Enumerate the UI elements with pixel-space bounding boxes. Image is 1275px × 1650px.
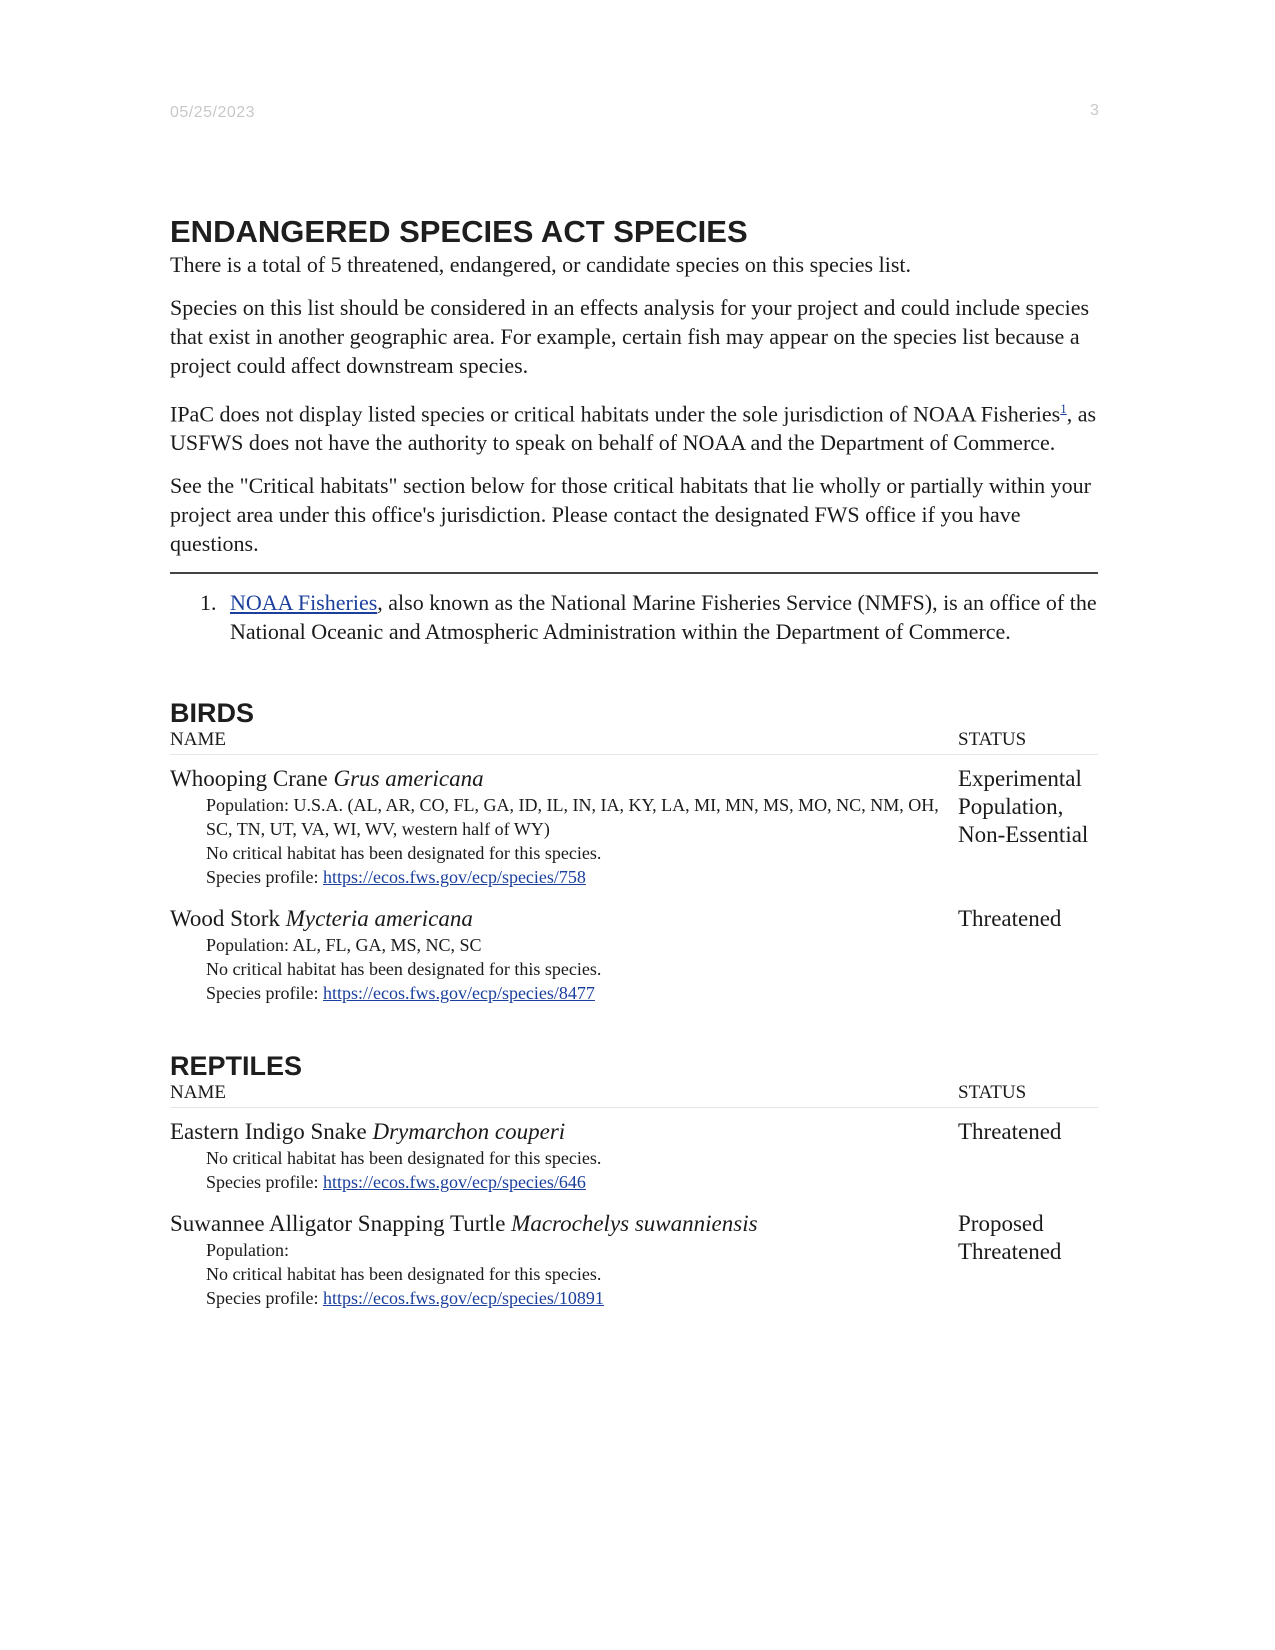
profile-label: Species profile: xyxy=(206,1288,323,1309)
species-status: Experimental Population, Non-Essential xyxy=(958,766,1089,848)
species-count-text: There is a total of 5 threatened, endangered, or candidate species on this species list. xyxy=(170,252,912,277)
birds-section xyxy=(170,698,1098,1005)
habitat-text: No critical habitat has been designated for this species. xyxy=(206,843,602,864)
page-title: ENDANGERED SPECIES ACT SPECIES xyxy=(170,214,748,249)
reptiles-column-header xyxy=(170,1081,1098,1108)
species-entry xyxy=(170,1118,1098,1194)
footnote-reference-1[interactable]: 1 xyxy=(1060,401,1067,416)
footnote-1 xyxy=(170,588,1098,646)
population-text: Population: xyxy=(206,1240,290,1261)
ipac-text-after: , as USFWS does not have the authority to speak on behalf of NOAA and the Department of Commerce. xyxy=(170,401,1097,456)
profile-label: Species profile: xyxy=(206,983,323,1004)
profile-label: Species profile: xyxy=(206,867,323,888)
effects-analysis-text: Species on this list should be considered in an effects analysis for your project and could include species that exist in another geographic area. For example, certain fish may appear on the species list because a project could affect downstream species. xyxy=(170,295,1090,378)
document-content xyxy=(170,214,1098,1326)
scientific-name: Mycteria americana xyxy=(285,906,473,932)
status-column-label: STATUS xyxy=(958,1082,1027,1104)
birds-heading: BIRDS xyxy=(170,698,255,729)
noaa-fisheries-link[interactable]: NOAA Fisheries xyxy=(230,590,378,616)
footnote-divider xyxy=(170,572,1098,574)
species-profile-link[interactable]: https://ecos.fws.gov/ecp/species/758 xyxy=(322,867,586,888)
species-entry xyxy=(170,765,1098,889)
reptiles-section xyxy=(170,1051,1098,1310)
ipac-text-before: IPaC does not display listed species or critical habitats under the sole jurisdiction of NOAA Fisheries xyxy=(170,401,1061,427)
species-profile-link[interactable]: https://ecos.fws.gov/ecp/species/646 xyxy=(322,1172,586,1193)
species-profile-link[interactable]: https://ecos.fws.gov/ecp/species/8477 xyxy=(322,983,595,1004)
name-column-label: NAME xyxy=(170,1082,226,1104)
critical-habitats-text: See the "Critical habitats" section below for those critical habitats that lie wholly or partially within your project area under this office's jurisdiction. Please contact the designated FWS office if you have questions. xyxy=(170,473,1091,557)
species-name xyxy=(170,1210,940,1238)
name-column-label: NAME xyxy=(170,729,226,751)
habitat-text: No critical habitat has been designated for this species. xyxy=(206,1264,602,1285)
population-text: Population: AL, FL, GA, MS, NC, SC xyxy=(206,935,482,956)
status-column-label: STATUS xyxy=(958,729,1027,751)
birds-column-header xyxy=(170,728,1098,755)
species-name xyxy=(170,1118,940,1146)
species-profile xyxy=(170,865,940,889)
species-profile xyxy=(170,1286,940,1310)
common-name: Suwannee Alligator Snapping Turtle xyxy=(170,1211,506,1237)
species-profile xyxy=(170,981,940,1005)
habitat-text: No critical habitat has been designated for this species. xyxy=(206,1148,602,1169)
common-name: Wood Stork xyxy=(170,906,280,932)
species-name xyxy=(170,765,940,793)
species-entry xyxy=(170,1210,1098,1310)
footnote-text: , also known as the National Marine Fisheries Service (NMFS), is an office of the National Oceanic and Atmospheric Administration within the Department of Commerce. xyxy=(230,590,1097,645)
page-date: 05/25/2023 xyxy=(170,104,256,121)
page-number: 3 xyxy=(1090,102,1099,119)
footnote-number: 1. xyxy=(200,590,217,616)
ipac-jurisdiction-text xyxy=(170,394,1098,457)
species-status: Threatened xyxy=(958,906,1062,932)
species-profile xyxy=(170,1170,940,1194)
species-status: Threatened xyxy=(958,1119,1062,1145)
scientific-name: Drymarchon couperi xyxy=(372,1119,566,1145)
profile-label: Species profile: xyxy=(206,1172,323,1193)
common-name: Whooping Crane xyxy=(170,766,328,792)
scientific-name: Grus americana xyxy=(333,766,484,792)
species-name xyxy=(170,905,940,933)
scientific-name: Macrochelys suwanniensis xyxy=(511,1211,758,1237)
population-text: Population: U.S.A. (AL, AR, CO, FL, GA, ID, IL, IN, IA, KY, LA, MI, MN, MS, MO, NC, NM, OH, SC, TN, UT, VA, WI, WV, western half of WY) xyxy=(206,795,939,840)
species-profile-link[interactable]: https://ecos.fws.gov/ecp/species/10891 xyxy=(322,1288,604,1309)
habitat-text: No critical habitat has been designated for this species. xyxy=(206,959,602,980)
common-name: Eastern Indigo Snake xyxy=(170,1119,367,1145)
species-status: Proposed Threatened xyxy=(958,1211,1062,1265)
species-entry xyxy=(170,905,1098,1005)
reptiles-heading: REPTILES xyxy=(170,1051,303,1082)
